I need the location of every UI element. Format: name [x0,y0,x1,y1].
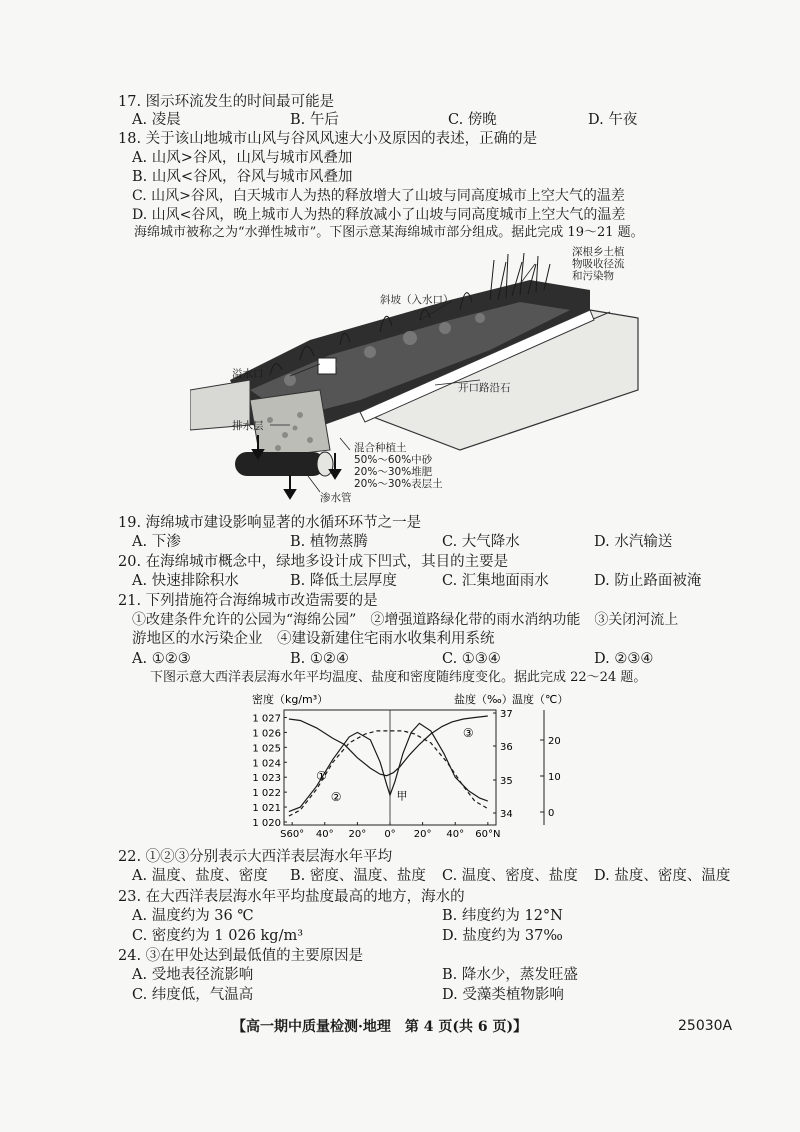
q24-option-b: B. 降水少，蒸发旺盛 [442,967,578,983]
q21-stem: 21. 下列措施符合海绵城市改造需要的是 [118,593,378,609]
q22-option-d: D. 盐度、密度、温度 [594,868,731,884]
salinity-tick-label: 36 [500,742,513,753]
q18-option-b: B. 山风<谷风，谷风与城市风叠加 [132,169,353,185]
axis-title-temperature: 温度（℃） [512,693,569,706]
curve-label-3: ③ [462,725,474,740]
x-tick-label: 20° [413,829,432,840]
intro-22-24: 下图示意大西洋表层海水年平均温度、盐度和密度随纬度变化。据此完成 22～24 题。 [150,670,647,685]
series-line-3 [289,723,488,811]
label-plants [572,246,625,282]
density-tick-label: 1 026 [252,728,281,740]
x-tick-label: 60°N [475,829,501,840]
density-tick-label: 1 024 [252,758,281,770]
q17-option-b: B. 午后 [290,112,339,128]
q21-option-c: C. ①③④ [442,651,501,667]
density-tick-label: 1 023 [252,773,281,785]
page-footer: 【高一期中质量检测·地理 第 4 页(共 6 页)】 [232,1019,528,1035]
temperature-tick-label: 10 [548,772,561,783]
density-tick-label: 1 020 [252,818,281,830]
q21-line2: ①改建条件允许的公园为“海绵公园” ②增强道路绿化带的雨水消纳功能 ③关闭河流上 [132,612,679,628]
label-pipe: 渗水管 [320,492,352,504]
exam-code: 25030A [678,1018,733,1034]
q17-stem: 17. 图示环流发生的时间最可能是 [118,94,335,110]
q24-stem: 24. ③在甲处达到最低值的主要原因是 [118,948,364,964]
q20-option-c: C. 汇集地面雨水 [442,573,549,589]
q23-option-a: A. 温度约为 36 ℃ [132,908,254,924]
q24-option-c: C. 纬度低，气温高 [132,987,254,1003]
label-slope: 斜坡（入水口） [380,294,454,306]
q17-option-c: C. 傍晚 [448,112,497,128]
q18-option-c: C. 山风>谷风，白天城市人为热的释放增大了山坡与同高度城市上空大气的温差 [132,188,625,204]
salinity-tick-label: 35 [500,776,513,787]
curve-label-2: ② [330,790,342,805]
q22-option-b: B. 密度、温度、盐度 [290,868,426,884]
q24-option-d: D. 受藻类植物影响 [442,987,564,1003]
q23-option-b: B. 纬度约为 12°N [442,908,563,924]
x-tick-label: 40° [315,829,334,840]
atlantic-chart [240,688,580,840]
q22-option-c: C. 温度、密度、盐度 [442,868,578,884]
x-tick-label: 0° [384,829,396,840]
q22-stem: 22. ①②③分别表示大西洋表层海水年平均 [118,849,393,865]
label-soil-line3: 20%～30%堆肥 [354,466,433,478]
label-plants-line3: 和污染物 [572,270,614,282]
density-tick-label: 1 025 [252,743,281,755]
q19-option-b: B. 植物蒸腾 [290,534,368,550]
q21-line3: 游地区的水污染企业 ④建设新建住宅雨水收集利用系统 [132,631,495,647]
intro-19-21: 海绵城市被称之为“水弹性城市”。下图示意某海绵城市部分组成。据此完成 19～21 题。 [134,225,644,240]
label-drain-layer: 排水层 [232,420,264,432]
x-tick-label: 20° [348,829,367,840]
q20-option-b: B. 降低土层厚度 [290,573,397,589]
axis-title-density: 密度（kg/m³） [252,693,329,706]
density-tick-label: 1 022 [252,788,281,800]
density-tick-label: 1 027 [252,713,281,725]
q24-option-a: A. 受地表径流影响 [132,967,254,983]
q19-stem: 19. 海绵城市建设影响显著的水循环环节之一是 [118,515,422,531]
q23-stem: 23. 在大西洋表层海水年平均盐度最高的地方，海水的 [118,889,465,905]
q17-option-d: D. 午夜 [588,112,638,128]
density-tick-label: 1 021 [252,803,281,815]
temperature-tick-label: 20 [548,736,561,747]
q19-option-a: A. 下渗 [132,534,181,550]
label-overflow: 溢水口 [232,368,264,380]
q19-option-c: C. 大气降水 [442,534,520,550]
x-tick-label: S60° [280,829,305,840]
q21-option-a: A. ①②③ [132,651,191,667]
q18-option-a: A. 山风>谷风，山风与城市风叠加 [132,150,353,166]
label-plants-line2: 物吸收径流 [572,258,625,270]
x-tick-label: 40° [446,829,465,840]
q18-stem: 18. 关于该山地城市山风与谷风风速大小及原因的表述，正确的是 [118,131,538,147]
point-label-jia: 甲 [396,789,408,803]
q21-option-d: D. ②③④ [594,651,654,667]
q20-option-a: A. 快速排除积水 [132,573,239,589]
q20-option-d: D. 防止路面被淹 [594,573,702,589]
salinity-tick-label: 34 [500,809,513,820]
q18-option-d: D. 山风<谷风，晚上城市人为热的释放减小了山坡与同高度城市上空大气的温差 [132,207,626,223]
q23-option-d: D. 盐度约为 37‰ [442,928,563,944]
q23-option-c: C. 密度约为 1 026 kg/m³ [132,928,304,944]
label-plants-line1: 深根乡土植 [572,246,625,258]
axis-title-salinity: 盐度（‰） [454,693,513,706]
q19-option-d: D. 水汽输送 [594,534,673,550]
series-line-1 [289,716,488,776]
q17-option-a: A. 凌晨 [132,112,181,128]
q20-stem: 20. 在海绵城市概念中，绿地多设计成下凹式，其目的主要是 [118,554,509,570]
label-soil-line1: 混合种植土 [354,442,407,454]
salinity-tick-label: 37 [500,709,513,720]
label-soil-line2: 50%～60%中砂 [354,454,433,466]
temperature-tick-label: 0 [548,808,555,819]
label-curb: 开口路沿石 [458,382,511,394]
label-soil-line4: 20%～30%表层土 [354,478,443,490]
q22-option-a: A. 温度、盐度、密度 [132,868,268,884]
label-soil [354,442,443,490]
curve-label-1: ① [316,769,327,784]
q21-option-b: B. ①②④ [290,651,349,667]
